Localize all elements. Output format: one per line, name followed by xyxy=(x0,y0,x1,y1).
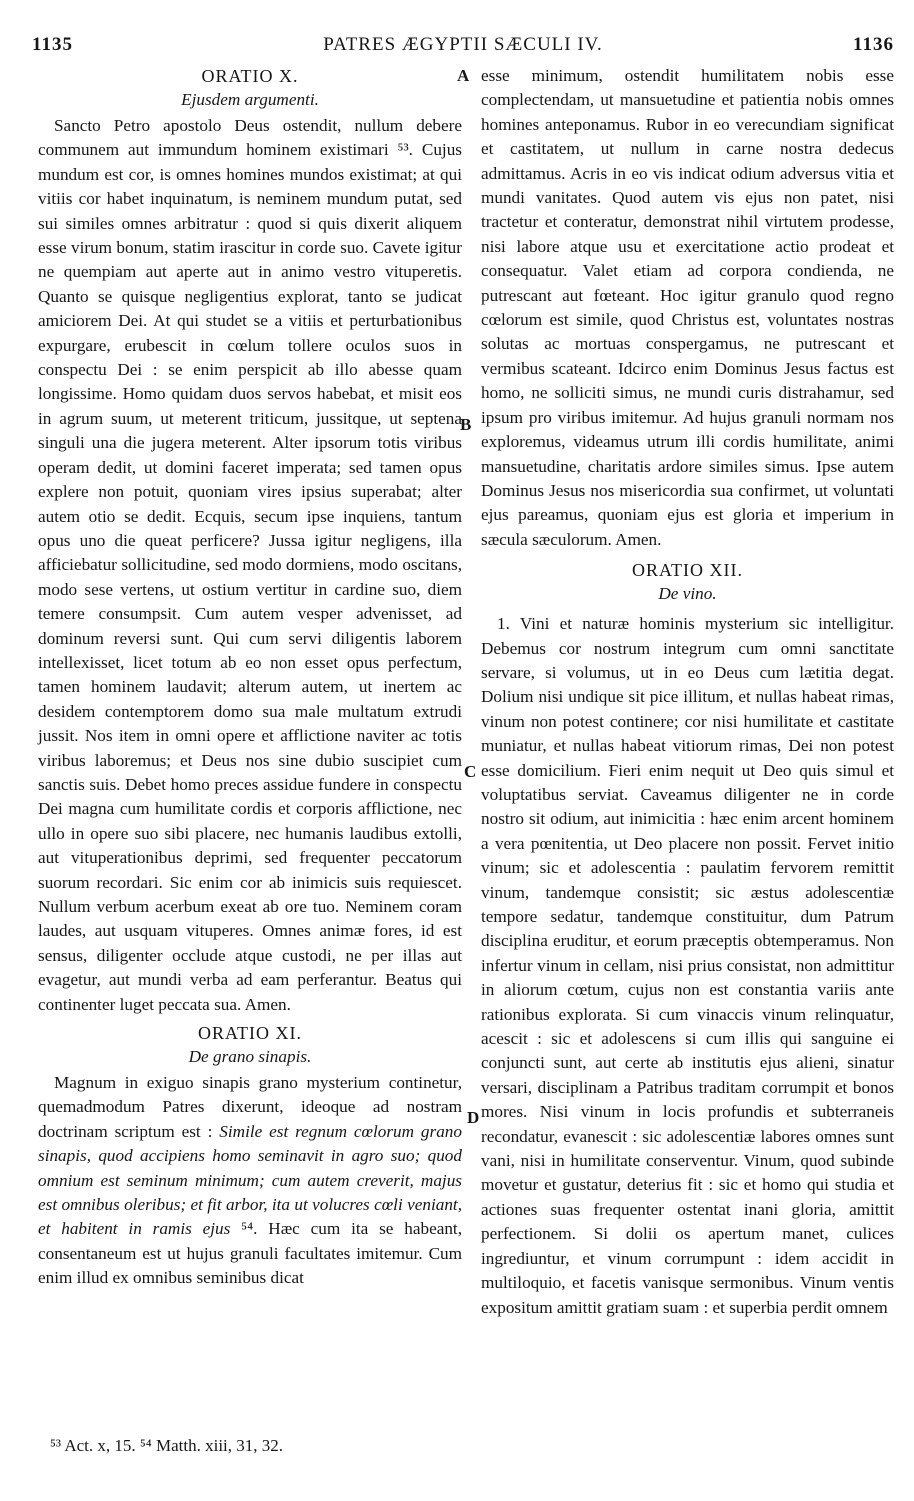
oratio-x-subtitle: Ejusdem argumenti. xyxy=(181,90,319,109)
oratio-xii-subtitle: De vino. xyxy=(658,584,717,604)
margin-letter-a: A xyxy=(457,66,470,85)
page-header xyxy=(32,34,894,64)
oratio-xi-continued: esse minimum, ostendit humilitatem nobis esse complectendam, ut mansuetudine et patientia nobis omnes homines anteponamus. Rubor in eo verecundiam significat et castitatem, ut nullum in carne nostra dedecus admittamus. Acris in eo vis indicat odium adversus vitia et mundi vanitates. Quod autem vis ejus non patet, nisi tractetur et conteratur, demonstrat nihil virtutem prodesse, nisi labore atque usu et exercitatione actio prodeat et consequatur. Valet etiam ad corpora condienda, ne putrescant aut fœteant. Hoc igitur granulo quod regno cœlorum est simile, quod Christus est, voluntates nostras solutas ac mortuas conspergamus, ne putrescant et vermibus scateant. Idcirco enim Dominus Jesus factus est homo, ne solliciti simus, ne mundi curis distrahamur, sed ipsum pro viribus imitemur. Ad hujus granuli normam nos exploremus, videamus utrum illi cordis humilitate, animi mansuetudine, charitatis ardore similes simus. Ipse autem Dominus Jesus nos misericordia sua confirmet, ut voluntati ejus pareamus, quoniam ejus est gloria et imperium in sæcula sæculorum. Amen. xyxy=(481,66,894,549)
margin-letter-d: D xyxy=(467,1108,480,1127)
oratio-xi-intro: Magnum in exiguo sinapis grano mysterium continetur, quemadmodum Patres dixerunt, ideoque ad nostram doctrinam scriptum est : xyxy=(38,1073,462,1141)
margin-letter-b: B xyxy=(460,415,472,434)
oratio-x-text: Sancto Petro apostolo Deus ostendit, nullum debere communem aut immundum hominem existimari ⁵³. Cujus mundum est cor, is omnes homines mundos existimat; at qui vitiis cor habet inquinatum, is neminem mundum putat, sed sui similes omnes arbitratur : quod si quis dixerit aliquem esse virum bonum, statim irascitur in corde suo. Cavete igitur ne quempiam aut aperte aut in animo vestro vituperetis. Quanto se quisque negligentius explorat, tanto se judicat amiciorem Dei. At qui studet se a vitiis et perturbationibus expurgare, erubescit in cœlum tollere oculos suos in conspectu Dei : se enim perspicit ab illo abesse quam longissime. Homo quidam duos servos habebat, et misit eos in agrum suum, ut meterent triticum, jussitque, ut septena singuli una die jugera meterent. Alter ipsorum totis viribus operam dedit, ut domini faceret imperata; sed tamen opus explere non potuit, quoniam vires ipsius superabat; alter autem otio se dedit. Ecquis, secum ipse inquiens, tantum opus uno die queat perficere? Jussa igitur negligens, illa afficiebatur sollicitudine, sed modo dormiens, modo oscitans, modo sese vertens, ut ostium vertitur in cardine suo, diem temere consumpsit. Cum autem vesper advenisset, ad dominum reversi sunt. Qui cum servi diligentis laborem intellexisset, licet totum ab eo non esset opus perfectum, tamen hominem laudavit; alterum autem, ut inertem ac desidem contemptorem domo sua male multatum extrudi jussit. Nos item in omni opere et afflictione naviter ac totis viribus laboremus; et Deus nos sine dubio suscipiet cum sanctis suis. Debet homo preces assidue fundere in conspectu Dei magna cum humilitate cordis et corporis afflictione, nec ullo in opere suo sibi placere, nec humanis laudibus extolli, aut vituperationibus deprimi, sed frequenter peccatorum suorum recordari. Sic enim cor ab inimicis suis requiescet. Nullum verbum acerbum exeat ab ore tuo. Neminem coram laudes, aut usquam vituperes. Omnes animæ fores, id est sensus, diligenter occlude atque custodi, ne per illas aut evagetur, aut mundi verba ad eam perferantur. Beatus qui continenter luget peccata sua. Amen. xyxy=(38,116,462,1014)
oratio-xii-title: ORATIO XII. xyxy=(632,560,743,581)
oratio-x-title: ORATIO X. xyxy=(201,66,299,86)
right-column xyxy=(481,64,894,1320)
oratio-xi-title: ORATIO XI. xyxy=(198,1023,302,1044)
footnotes: ⁵³ Act. x, 15. ⁵⁴ Matth. xiii, 31, 32. xyxy=(50,1436,284,1455)
margin-letter-c: C xyxy=(464,762,477,781)
oratio-xi-rest: Hæc cum ita se habeant, consentaneum est ut hujus granuli facultates imitemur. Cum enim illud ex omnibus seminibus dicat xyxy=(38,1219,462,1288)
oratio-xii-text: 1. Vini et naturæ hominis mysterium sic intelligitur. Debemus cor nostrum integrum cum omni sanctitate servare, si volumus, ut in eo Deus cum lætitia degat. Dolium nisi undique sit pice illitum, et nullas habeat rimas, vinum non potest continere; cor nisi humilitate et castitate muniatur, et nullas habeat vitiorum rimas, Dei non potest esse domicilium. Fieri enim nequit ut Deo quis simul et voluptatibus serviat. Caveamus diligenter ne in corde nostro sit odium, aut inimicitia : hæc enim arcent hominem a vera pœnitentia, ut Deo placere non possit. Fervet initio vinum; sic et adolescentia : paulatim fervorem remittit vinum, tandemque consistit; sic æstus adolescentiæ tempore sedatur, tandemque constituitur, dum Patrum disciplina eruditur, et eorum præceptis obtemperamus. Non infertur vinum in cellam, nisi prius consistat, non admittitur in aliorum cœtum, cujus non est constantia variis ante rationibus explorata. Si cum vinaccis vinum relinquatur, acescit : sic et adolescens si cum illis qui sanguine ei conjuncti sunt, aut certe ab institutis ejus alieni, sinatur versari, disciplinam a Patribus traditam corrumpit et bonos mores. Nisi vinum in locis profundis et subterraneis recondatur, evanescit : sic adolescentiæ labores omnes sunt vani, nisi in humilitate conserventur. Vinum, quod subinde movetur et gustatur, deterius fit : sic et homo qui studia et actiones suas frequenter ostentat inani gloria, amittit perfectionem. Si dolii os apertum manet, culices ingrediuntur, et vinum corrumpunt : idem accidit in multiloquio, et facetis vanisque sermonibus. Vinum ventis expositum amittit gratiam suam : et superbia perdit omnem xyxy=(481,614,894,1317)
left-column xyxy=(38,64,462,1291)
page-number-right: 1136 xyxy=(853,34,894,55)
oratio-xi-text xyxy=(38,1071,462,1291)
oratio-xi-subtitle: De grano sinapis. xyxy=(188,1047,312,1067)
page-number-left: 1135 xyxy=(32,34,73,55)
oratio-xi-quote-ref: ⁵⁴. xyxy=(230,1219,269,1239)
running-title: PATRES ÆGYPTII SÆCULI IV. xyxy=(323,34,603,55)
oratio-xi-quote: Simile est regnum cœlorum grano sinapis, quod accipiens homo seminavit in agro suo; quod omnium est seminum minimum; cum autem creverit, majus est omnibus oleribus; et fit arbor, ita ut volucres cœli veniant, et habitent in ramis ejus xyxy=(38,1121,462,1239)
